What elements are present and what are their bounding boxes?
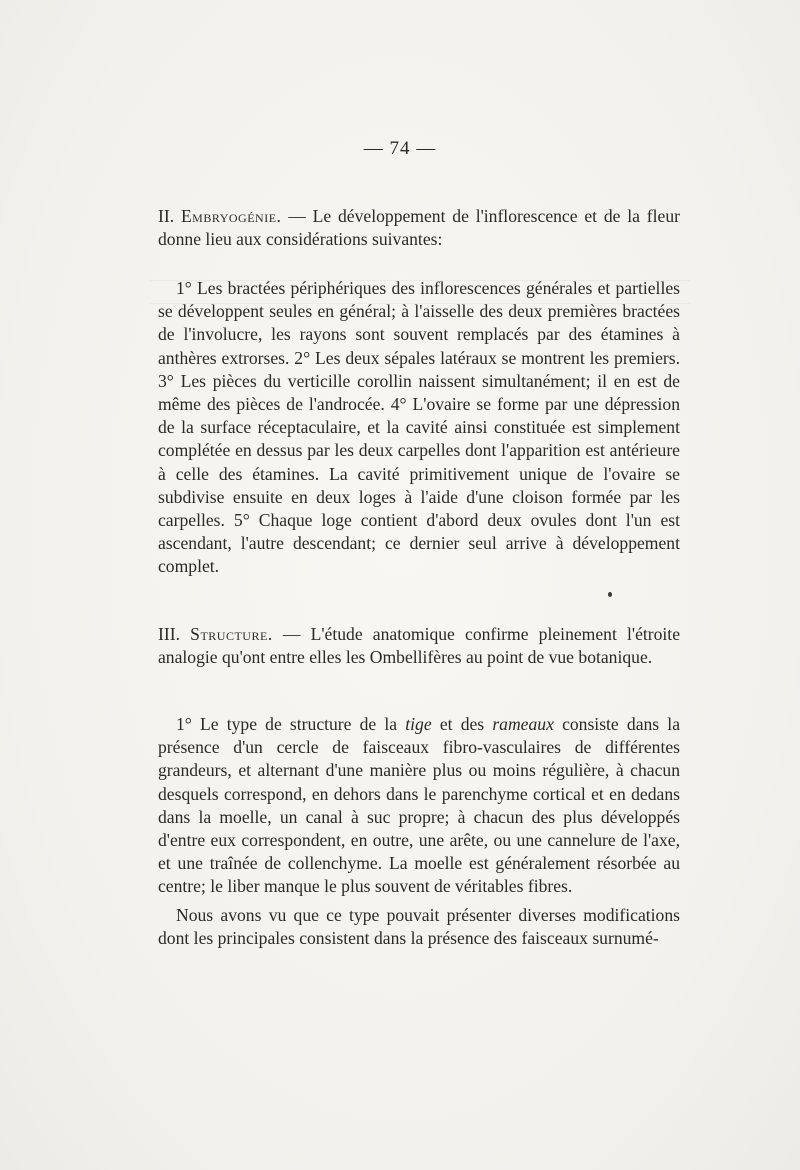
section-title: Embryogénie. bbox=[180, 206, 282, 226]
section-title: Structure. bbox=[190, 624, 273, 644]
ink-spot bbox=[608, 592, 612, 597]
p3-rest: consiste dans la présence d'un cercle de faisceaux fibro-vasculaires de différentes grandeurs, et alternant d'une manière plus ou moins régulière, à chacun desquels correspond, en dehors dans le parenchyme cortical et en dedans dans la moelle, un canal à suc propre; à chacun des plus développés d'entre eux correspondent, en outre, une arête, ou une cannelure de l'axe, et une traînée de collenchyme. La moelle est généralement résorbée au centre; le liber manque le plus souvent de véritables fibres. bbox=[158, 714, 681, 897]
section-number: III. bbox=[158, 624, 180, 644]
page-number: — 74 — bbox=[363, 138, 437, 159]
section-structure bbox=[158, 623, 680, 669]
paragraph-modifications: Nous avons vu que ce type pouvait présenter diverses modifications dont les principales consistent dans la présence des faisceaux surnumé- bbox=[158, 905, 680, 949]
paragraph-development: 1° Les bractées périphériques des inflorescences générales et partielles se développent seules en général; à l'aisselle des deux premières bractées de l'involucre, les rayons sont souvent remplacés par des étamines à anthères extrorses. 2° Les deux sépales latéraux se montrent les premiers. 3° Les pièces du verticille corollin naissent simultanément; il en est de même des pièces de l'androcée. 4° L'ovaire se forme par une dépression de la surface réceptaculaire, et la cavité ainsi constituée est simplement complétée en dessus par les deux carpelles dont l'apparition est antérieure à celle des étamines. La cavité primitivement unique de l'ovaire se subdivise ensuite en deux loges à l'aide d'une cloison formée par les carpelles. 5° Chaque loge contient d'abord deux ovules dont l'un est ascendant, l'autre descendant; ce dernier seul arrive à développement complet. bbox=[158, 278, 680, 577]
paragraph-stem-structure bbox=[158, 713, 680, 899]
section-number: II. bbox=[158, 206, 175, 226]
p3-mid: et des bbox=[439, 714, 485, 734]
section-intro: — Le développement de l'inflorescence et de la fleur donne lieu aux considérations suivantes: bbox=[158, 206, 680, 250]
term-rameaux: rameaux bbox=[492, 714, 554, 734]
section-embryogenie bbox=[158, 205, 680, 251]
p3-start: 1° Le type de structure de la bbox=[176, 714, 398, 734]
section-intro: — L'étude anatomique confirme pleinement l'étroite analogie qu'ont entre elles les Ombellifères au point de vue botanique. bbox=[158, 624, 681, 668]
term-tige: tige bbox=[405, 714, 432, 734]
